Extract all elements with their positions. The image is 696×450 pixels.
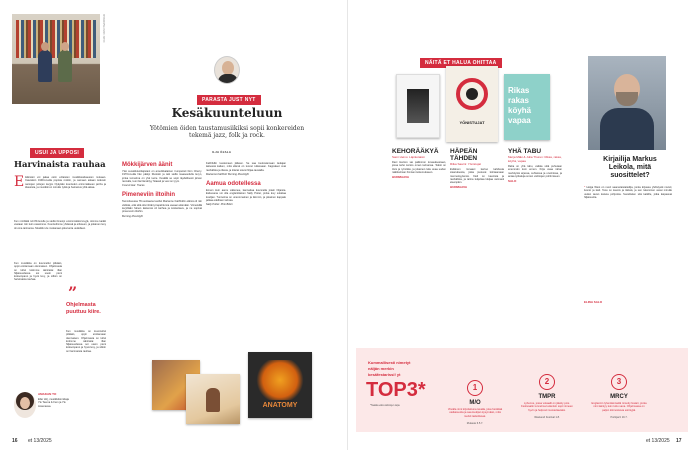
page-number-left: 16 [12,438,18,444]
top3-by-3: Porikjazz 19.7. [610,416,628,419]
section-source-faithfull: Marianne Faithfull: Burning Moonlight [206,172,249,176]
section-text-mokki: Yksi suosikkisoittajistani on amerikkalainen trumpetisti Don Cherry. 1970-luvulla hän päätyi Ruotsiin ja teki siellä maaseudulla levyn, jonka tunnelma on yhä tuore. Kesällä se sopii täydellisesti järven rannalle, kun ilta hämärtyy hitaasti ja vesi on tyyni. [122,170,202,183]
review-rating: SALO [508,179,517,184]
portrait-head [222,61,234,75]
section-ribbon-parasta: PARASTA JUST NYT [197,95,261,105]
cover-text-4: vapaa [508,116,531,125]
book-review-2 [450,148,504,189]
drop-cap: E [14,174,25,190]
top3-intro-1: Kummallisesti nimetyt [368,360,411,365]
review-text: Raha on yhä tabu, vaikka siitä puhutaan enemmän kuin ennen. Kirja avaa rahan merkitystä arjessa, suhteissa ja unelmissa, ja antaa työkaluja omien valintojen pohtimiseen. [508,165,562,178]
person-left-head [41,42,49,51]
top3-num-1: 1 [467,380,483,396]
top3-num-3: 3 [611,374,627,390]
section-source-aamua: Sally Potter: Pink Bikini [206,203,233,207]
feature-portrait [588,56,666,150]
album-cover-anatomy [248,352,312,418]
pull-quote: Ohjelmasta puuttuu kiire. [66,302,101,315]
cover-figure [206,388,220,412]
book-cover-lapikotaisin [396,74,440,138]
person-left [38,50,52,82]
article-col-2 [206,162,286,207]
album-cover-faithfull [186,374,240,424]
quote-mark: ” [68,283,78,302]
review-text: Eviläinen romaani kertoo kahdesta sisaruksesta, jotka joutuvat kohtaamaan menneisyytensä. Kieli on kaunista ja rauhallista, ja tarina kuljettaa lukijaa varmasti eteenpäin. [450,168,504,185]
top3-footnote: *Taakka eikä valintojen tapa [370,404,400,407]
section-head-mokki: Mökkijärven äänit [122,162,173,168]
article-title: Kesäkuunteluun [171,106,283,120]
top3-text-3: Englannin lyhentämisellä nimetty festari, jonka nimi ääntyy kuin tuttu sana. Ohjelmassa on paljon kiinnostavia esiintyjiä. [591,402,647,412]
section-ribbon-usui: USUI JA UPPOSI [30,148,84,158]
article-col-1 [122,162,202,218]
quote-mark: ” [584,186,586,189]
avatar-face [20,397,30,409]
cover-shape [407,89,429,123]
top3-by-2: Weekend Festival 1.8. [534,416,560,419]
author-avatar [14,392,36,418]
magazine-issue-left: et 13/2025 [28,438,52,444]
cover-bird [466,88,478,100]
section-source-pimeneviin: Burning Moonlight [122,214,143,218]
top3-text-1: Viivalla nimi kirjoitettuna tavalla, joka herättää uteliaisuutta ja saa kuulijan kysymään, mitä merkit tarkoittavat. [447,408,503,418]
column-body-3: Kun musiikkia on kuunnellut pitkään, oppii erottamaan olennaisen. Ohjelmasta on tullut kotimme ääniraita: illan hiljaisuudessa soi usein pieni kokoonpano ja hyvä levy, ja silloin on harvinaista rauhaa. [14,262,62,282]
portrait-body [600,108,654,150]
section-head-aamua: Aamua odotellessa [206,181,261,188]
section-ribbon-naita: NÄITÄ ET HALUA OHITTAA [420,58,502,68]
review-head: HÄPEÄN TÄHDEN [450,148,478,162]
review-head: KEHORÄÄKYÄ [392,148,439,155]
review-text: Dani Hazoro sai palkinnon kuvauksestaan, jossa keho kertoo oman tarinansa. Teksti on tiivis ja rytmikäs, ja jokainen luku avaa uuden näkökulman ihmisen kokemukseen. [392,161,446,174]
top3-intro-2: näljän merkin [368,366,394,371]
article-byline: ILJA ÖJALA [212,150,232,154]
cover-title: ANATOMY [262,402,298,409]
article-subtitle: Yötömien öiden taustamusiikiksi sopii konkereiden tekemä jazz, folk ja rock. [149,125,305,139]
top3-by-1: Mutaste 6.5.7. [466,422,484,425]
column-body-1: E Elämäni voi jakaa osiin erilaisten musiikkiesikausien mukaan. Kaivaksin 1990-luvulla popista rockiin, ja samaan aikaan kokosin samojen juttujen levyjä. Nykyään kuuntelen enimmäkseen jazzia ja klassista, ja musiikki on minulle työtä ja harrastus yhtä aikaa. [14,174,106,190]
right-page [348,0,696,450]
credit-text: Eller Hirj, musiikkitoimittaja Yle Teema & Fem ja Yle Areenassa. [38,398,69,408]
person-right-head [61,42,69,51]
review-artist: Merja Mäki & Julia Thuren: Rikas, rakas, köyhä, vapaa [508,155,562,163]
portrait-beard [616,92,638,106]
cover-text-3: köyhä [508,106,532,115]
cover-text-1: Rikas [508,86,530,95]
column-continued: Kun musiikkia on kuunnellut pitkään, oppii erottamaan olennaisen. Ohjelmasta on tullut kotimme ääniraita: illan hiljaisuudessa soi usein pieni kokoonpano ja hyvä levy, ja silloin on harvinaista rauhaa. [66,330,106,353]
top3-intro-3: kesäfestarissi! yt [368,372,401,377]
column-heading: Harvinaista rauhaa [14,160,106,170]
book-review-1 [392,148,446,179]
couple-photo [12,14,100,104]
top3-text-2: Lyhenne, jossa vokaalit on jätetty pois. Festivaalin tunnelma kuitenkin sopii nimeen hyvin ja helposti muistettavaksi. [521,402,573,412]
section-source-mokki: Cosmic Ear: Traces [122,184,145,188]
review-artist: Sami Heino: Läpikotaisin [392,155,426,159]
top3-label-2: TMPR [538,394,556,400]
book-review-3 [508,148,562,183]
review-rating: HURMAAVA [392,175,410,180]
credit-label: AMAKAN TO [38,392,57,396]
page-number-right: 17 [676,438,682,444]
section-text-aamua: Ennen kuin aamu valkenee, kannattaa kuunnella jotain hiljaista. Esikuvana voi olla englantilainen Sally Potter, jonka levy sulattaa kuulijan. Tunnelma on unenomainen ja lämmin, ja jokainen kappale jatkaa edellisen tarinaa. [206,189,286,203]
bookshelf [16,20,96,58]
column-body-2: Kun miniläitä tuli 80-luvulle ja sieltä ilmestyi ensimmäisiä levyjä, otimme kaikki vastaan niin kuin osasimme. Kuuntelimme yhdessä ja erikseen, ja jokainen levy oli oma tarinansa. Musiikki vie mukanaan joka kerta uudelleen. [14,220,106,230]
top3-title: TOP3* [366,379,426,401]
person-right [58,50,72,82]
book-cover-rikas [504,74,550,140]
review-head: YHÄ TABU [508,148,542,155]
top3-label-1: M/O [469,400,481,406]
feature-signature: ELINA SALO [584,300,603,304]
cover-text-2: rakas [508,96,529,105]
section-text-pimeneviin: Tammikuussa 78-vuotiaana kuollut Marianne Faithfullin elämä oli niin värikäs, että siitä olisi riittänyt tapahtumia useaan elämään. Viimeisillä levyillään hänen äänensä oli karhea ja koskettava, ja ne sopivat pimeneviin iltoihin. [122,200,202,214]
magazine-issue-right: et 13/2025 [646,438,670,444]
cover-art [256,360,304,400]
top3-label-3: MRCY [610,394,628,400]
review-rating: HURMAAVA [450,185,468,190]
top3-num-2: 2 [539,374,555,390]
feature-text: ” Helga West on nuori saamelaistaiteilija, jonka kirjassa yhdistyvät muisti, luonto ja kieli. Teos on kaunis ja tärkeä, ja sen lukeminen avasi minulle uuden tavan katsoa pohjoista. Suosittelen sitä kaikille, jotka kaipaavat hiljaisuutta. [584,186,672,199]
cover-title: YÖNISTUJAT [459,120,485,125]
portrait-body [218,74,238,84]
review-artist: Riika Saarni: Yönistujat [450,162,481,166]
section-text-faithfull: Faithfullin kuulemaan jälkeen. Se saa kuulostamaan laulajan äänessä kaiken, mitä elämä on tuonut tullessaan. Kappaleet ovat rauhallisia ja tilavia, ja kitarat soivat hiljaa taustalla. [206,162,286,172]
feature-title: Kirjailija Markus Leikola, mitä suosittelet? [603,156,657,179]
photo-credit: KUVA: KIRSI HAAPAMÄKI [103,14,106,43]
book-cover-yonistujat [446,66,498,142]
section-head-pimeneviin: Pimeneviin iltoihin [122,192,176,199]
columnist-portrait [214,56,240,84]
